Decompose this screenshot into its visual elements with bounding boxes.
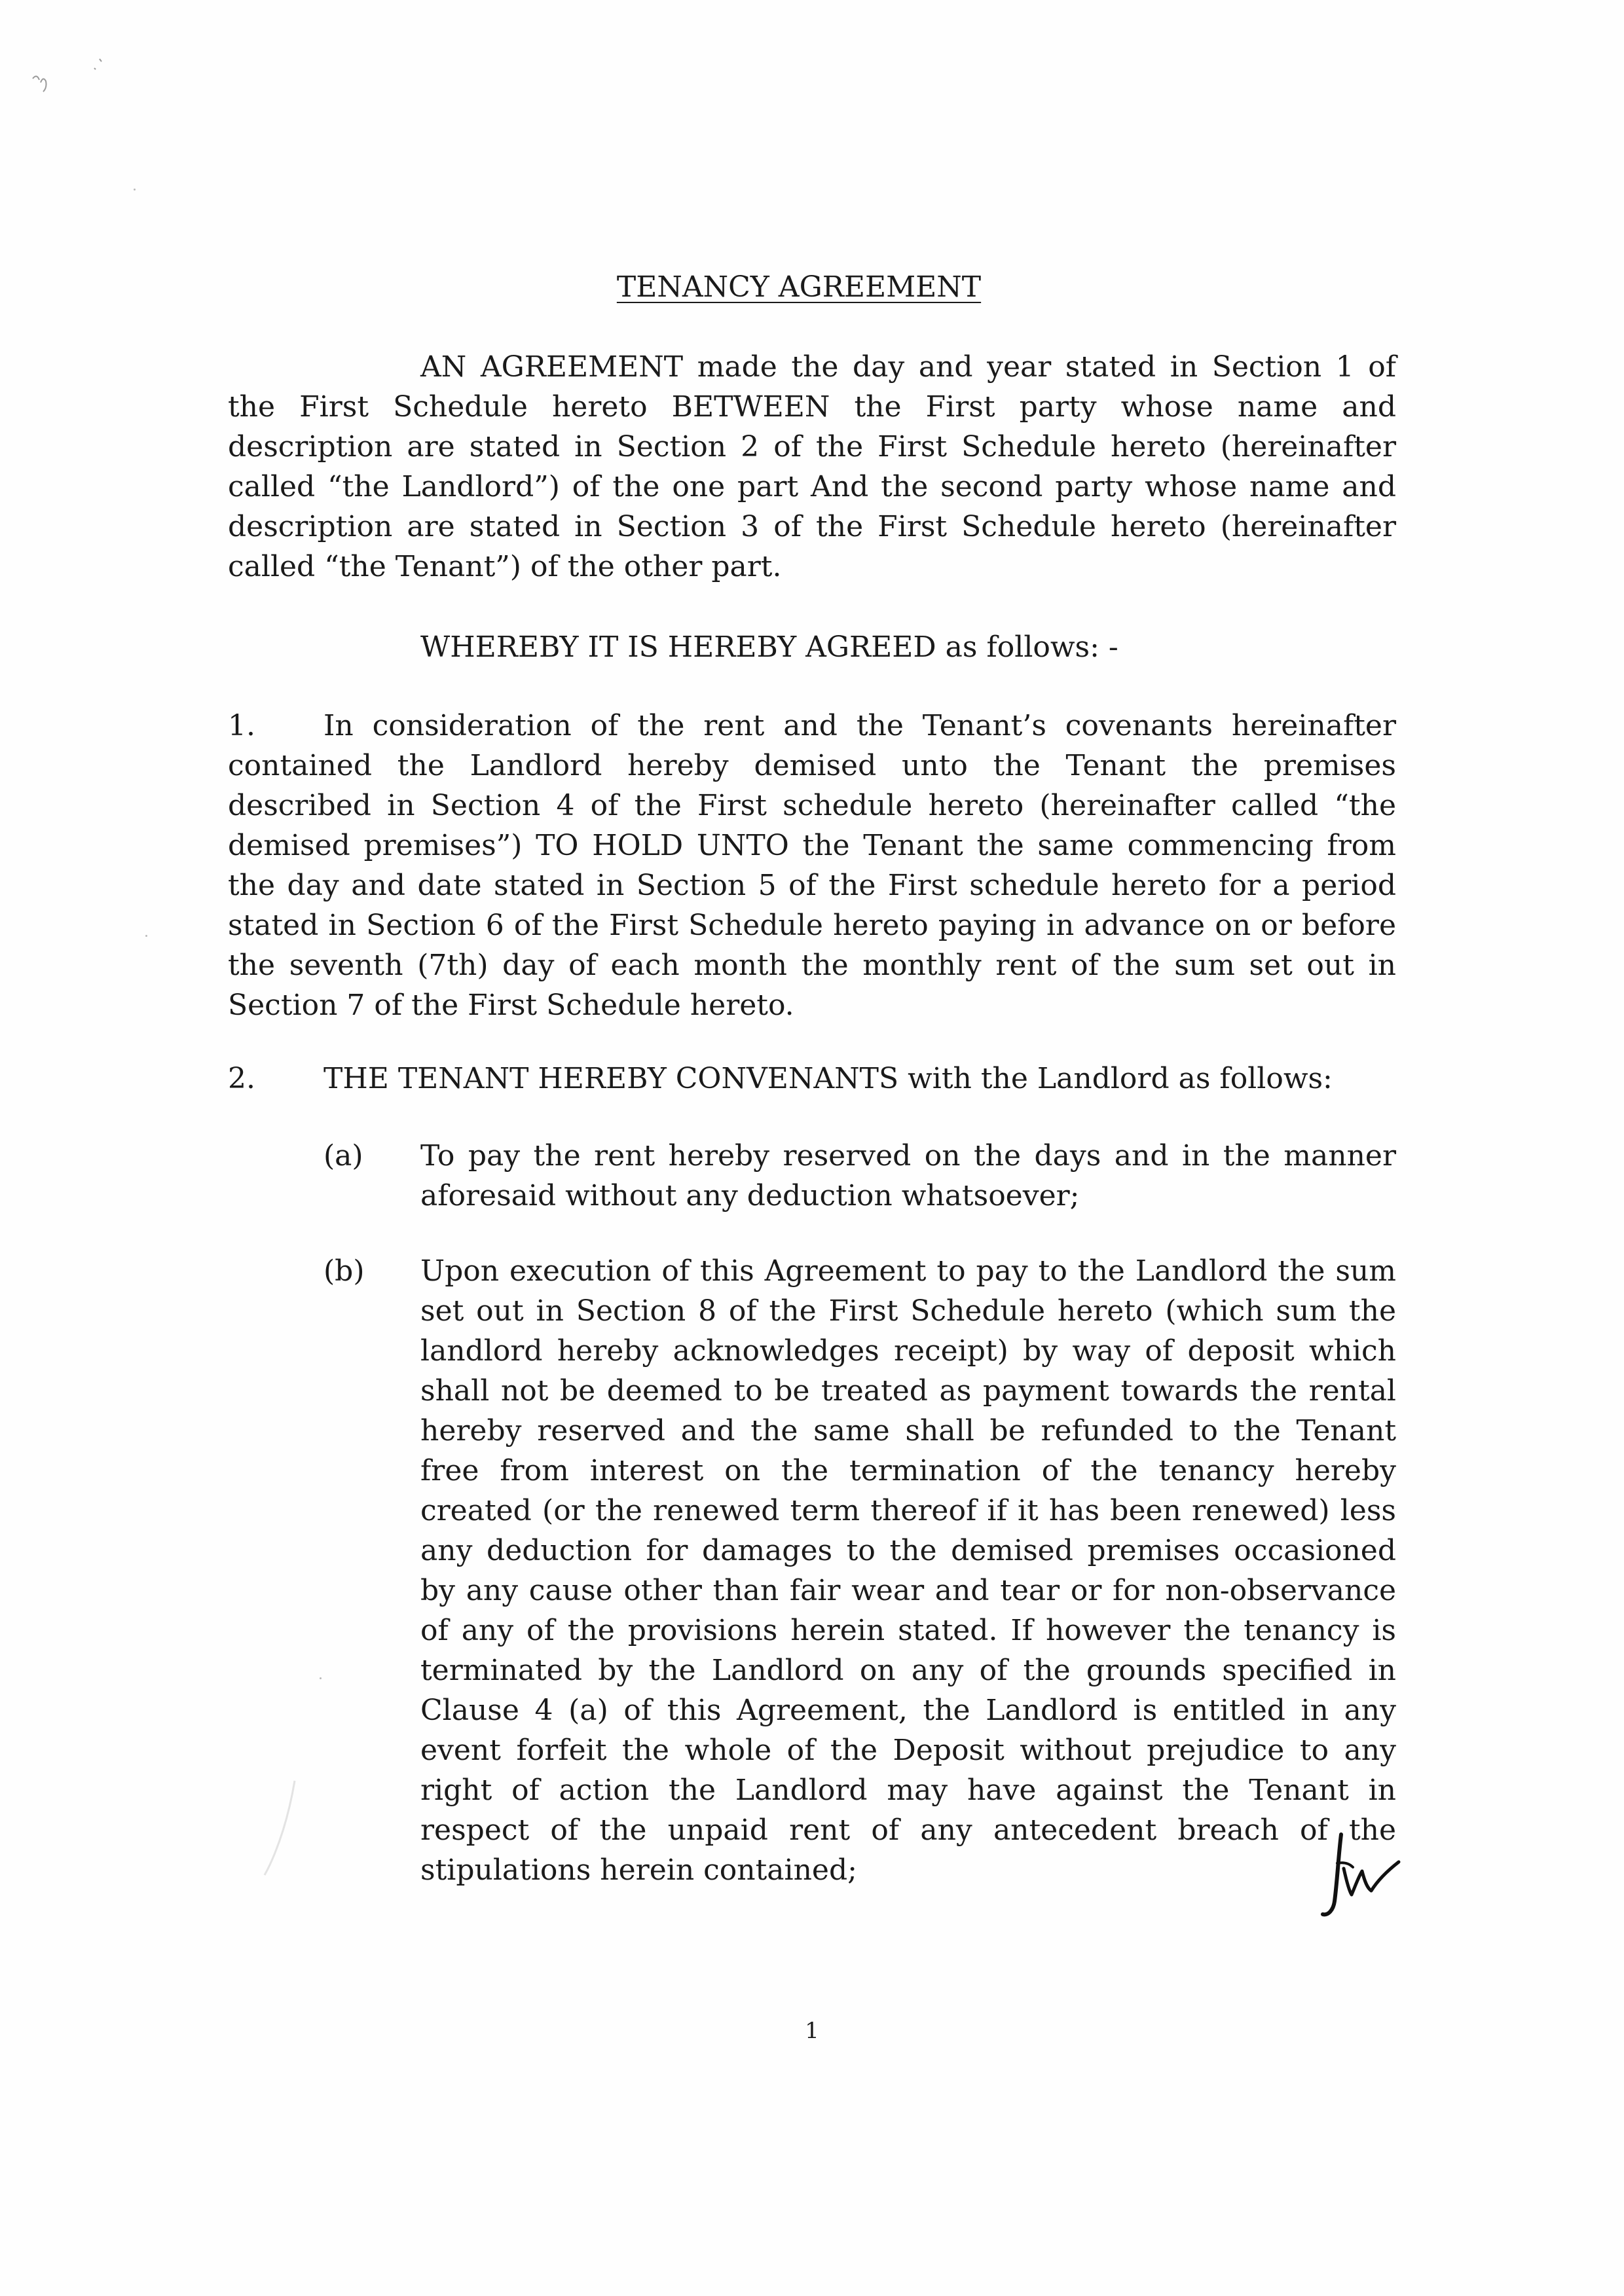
preamble-paragraph: AN AGREEMENT made the day and year stated in Section 1 of the First Schedule hereto BETWEEN the First party whose name and description are stated in Section 2 of the First Schedule hereto (hereinafter called “the Landlord”) of the one part And the second party whose name and description are stated in Section 3 of the First Schedule hereto (hereinafter called “the Tenant”) of the other part. — [228, 350, 1396, 583]
clause-2-item-label: (b) — [323, 1254, 365, 1288]
clause-2-heading-text: THE TENANT HEREBY CONVENANTS with the Landlord as follows: — [323, 1062, 1333, 1095]
clause-2-item-text: Upon execution of this Agreement to pay to the Landlord the sum set out in Section 8 of the First Schedule hereto (which sum the landlord hereby acknowledges receipt) by way of deposit which shall not be deemed to be treated as payment towards the rental hereby reserved and the same shall be refunded to the Tenant free from interest on the termination of the tenancy hereby created (or the renewed term thereof if it has been renewed) less any deduction for damages to the demised premises occasioned by any cause other than fair wear and tear or for non-observance of any of the provisions herein stated. If however the tenancy is terminated by the Landlord on any of the grounds specified in Clause 4 (a) of this Agreement, the Landlord is entitled in any event forfeit the whole of the Deposit without prejudice to any right of action the Landlord may have against the Tenant in respect of the unpaid rent of any antecedent breach of the stipulations herein contained; — [420, 1254, 1396, 1887]
clause-1 — [228, 706, 1396, 1025]
scan-dust — [320, 1677, 322, 1679]
document-title: TENANCY AGREEMENT — [616, 270, 982, 304]
handwritten-initials — [1315, 1823, 1407, 1921]
clause-2-heading — [228, 1059, 1396, 1099]
page-number: 1 — [805, 2018, 819, 2044]
scan-dust — [134, 189, 136, 191]
clause-2-number: 2. — [228, 1062, 255, 1095]
clause-1-text: In consideration of the rent and the Tenant’s covenants hereinafter contained the Landlord hereby demised unto the Tenant the premises described in Section 4 of the First schedule hereto (hereinafter called “the demised premises”) TO HOLD UNTO the Tenant the same commencing from the day and date stated in Section 5 of the First schedule hereto for a period stated in Section 6 of the First Schedule hereto paying in advance on or before the seventh (7th) day of each month the monthly rent of the sum set out in Section 7 of the First Schedule hereto. — [228, 709, 1396, 1022]
whereby-statement: WHEREBY IT IS HEREBY AGREED as follows: - — [420, 630, 1118, 664]
clause-2-item-label: (a) — [323, 1139, 363, 1173]
clause-2-item-text: To pay the rent hereby reserved on the days and in the manner aforesaid without any deduction whatsoever; — [420, 1139, 1396, 1212]
scan-dust — [145, 935, 147, 937]
scan-artifact-mark — [21, 54, 113, 100]
bleed-through-mark — [249, 1774, 314, 1886]
clause-1-number: 1. — [228, 709, 255, 742]
